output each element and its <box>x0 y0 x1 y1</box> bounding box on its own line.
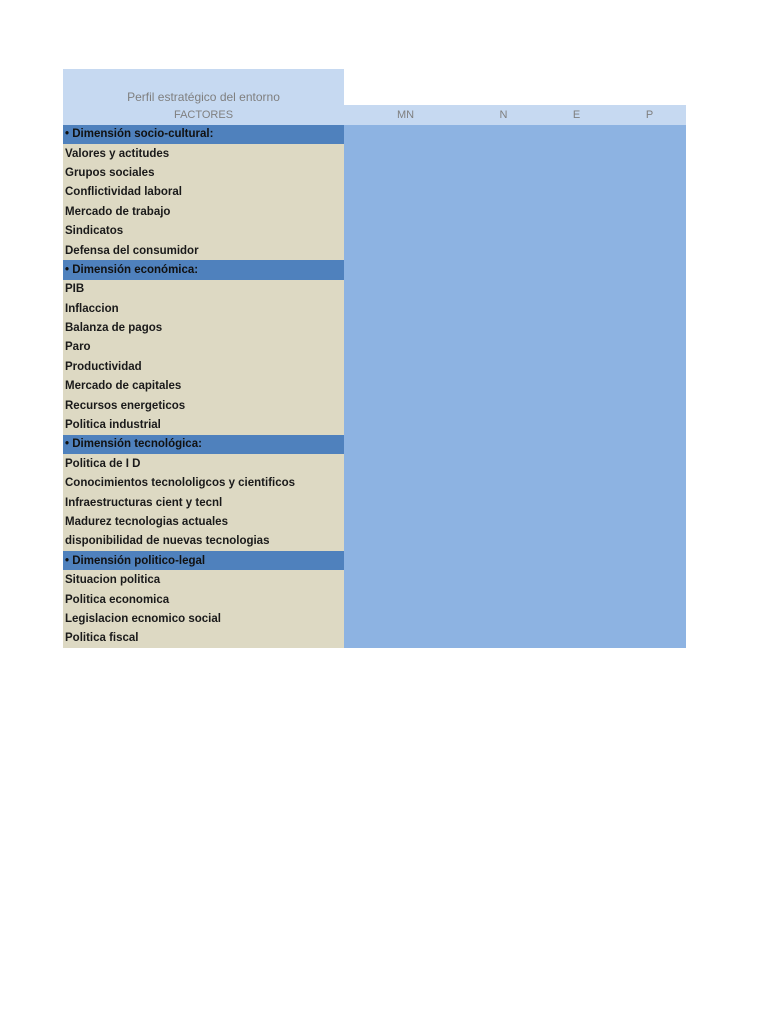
rating-cells[interactable] <box>344 532 686 551</box>
table-row <box>63 377 686 396</box>
section-label[interactable]: • Dimensión económica: <box>63 260 344 279</box>
factor-label[interactable]: Sindicatos <box>63 221 344 240</box>
table-row <box>63 609 686 628</box>
table-row <box>63 299 686 318</box>
factor-label[interactable]: Paro <box>63 338 344 357</box>
rating-cells[interactable] <box>344 493 686 512</box>
rating-cells[interactable] <box>344 183 686 202</box>
rating-cells[interactable] <box>344 570 686 589</box>
table-row <box>63 493 686 512</box>
rating-cells[interactable] <box>344 163 686 182</box>
factor-label[interactable]: disponibilidad de nuevas tecnologias <box>63 532 344 551</box>
factor-label[interactable]: Productividad <box>63 357 344 376</box>
factor-label[interactable]: Balanza de pagos <box>63 318 344 337</box>
rating-cells[interactable] <box>344 454 686 473</box>
rating-cells[interactable] <box>344 551 686 570</box>
rating-cells[interactable] <box>344 280 686 299</box>
section-row <box>63 125 686 144</box>
factor-label[interactable]: Conflictividad laboral <box>63 183 344 202</box>
factor-label[interactable]: Situacion politica <box>63 570 344 589</box>
factor-label[interactable]: Defensa del consumidor <box>63 241 344 260</box>
table-row <box>63 144 686 163</box>
rating-cells[interactable] <box>344 629 686 648</box>
column-header-mn: MN <box>396 108 415 121</box>
factor-label[interactable]: Recursos energeticos <box>63 396 344 415</box>
table-row <box>63 415 686 434</box>
table-row <box>63 163 686 182</box>
rating-cells[interactable] <box>344 474 686 493</box>
table-row <box>63 532 686 551</box>
table-row <box>63 629 686 648</box>
rating-cells[interactable] <box>344 396 686 415</box>
factor-label[interactable]: Grupos sociales <box>63 163 344 182</box>
factor-label[interactable]: Politica economica <box>63 590 344 609</box>
table-row <box>63 512 686 531</box>
table-row <box>63 357 686 376</box>
header-row <box>63 105 686 125</box>
table-row <box>63 396 686 415</box>
factor-label[interactable]: Madurez tecnologias actuales <box>63 512 344 531</box>
rating-cells[interactable] <box>344 415 686 434</box>
table-row <box>63 474 686 493</box>
rating-cells[interactable] <box>344 377 686 396</box>
rating-cells[interactable] <box>344 318 686 337</box>
section-row <box>63 551 686 570</box>
rating-cells[interactable] <box>344 435 686 454</box>
table-row <box>63 318 686 337</box>
factores-header: FACTORES <box>173 108 234 121</box>
rating-cells[interactable] <box>344 609 686 628</box>
factor-label[interactable]: Politica industrial <box>63 415 344 434</box>
factor-label[interactable]: Mercado de trabajo <box>63 202 344 221</box>
rating-cells[interactable] <box>344 512 686 531</box>
table-title: Perfil estratégico del entorno <box>63 69 344 105</box>
rating-cells[interactable] <box>344 221 686 240</box>
rating-cells[interactable] <box>344 202 686 221</box>
section-label[interactable]: • Dimensión tecnológica: <box>63 435 344 454</box>
title-blank-cell <box>344 69 686 105</box>
column-header-n: N <box>499 108 508 121</box>
rating-cells[interactable] <box>344 260 686 279</box>
rating-cells[interactable] <box>344 338 686 357</box>
table-row <box>63 590 686 609</box>
section-label[interactable]: • Dimensión socio-cultural: <box>63 125 344 144</box>
rating-cells[interactable] <box>344 241 686 260</box>
section-row <box>63 435 686 454</box>
table-row <box>63 280 686 299</box>
table-row <box>63 454 686 473</box>
factor-label[interactable]: Inflaccion <box>63 299 344 318</box>
table-row <box>63 241 686 260</box>
table-row <box>63 221 686 240</box>
table-row <box>63 570 686 589</box>
table-row <box>63 338 686 357</box>
factor-label[interactable]: PIB <box>63 280 344 299</box>
factor-label[interactable]: Mercado de capitales <box>63 377 344 396</box>
factor-label[interactable]: Legislacion ecnomico social <box>63 609 344 628</box>
rating-cells[interactable] <box>344 144 686 163</box>
factor-label[interactable]: Conocimientos tecnololigcos y cientificos <box>63 474 344 493</box>
factor-label[interactable]: Infraestructuras cient y tecnl <box>63 493 344 512</box>
column-header-e: E <box>572 108 581 121</box>
column-header-p: P <box>645 108 654 121</box>
table-row <box>63 202 686 221</box>
table-body <box>63 125 686 649</box>
factor-label[interactable]: Valores y actitudes <box>63 144 344 163</box>
rating-cells[interactable] <box>344 299 686 318</box>
strategic-profile-table <box>63 69 686 648</box>
factor-label[interactable]: Politica fiscal <box>63 629 344 648</box>
title-row <box>63 69 686 105</box>
section-label[interactable]: • Dimensión politico-legal <box>63 551 344 570</box>
rating-cells[interactable] <box>344 590 686 609</box>
rating-cells[interactable] <box>344 357 686 376</box>
section-row <box>63 260 686 279</box>
factor-label[interactable]: Politica de I D <box>63 454 344 473</box>
rating-cells[interactable] <box>344 125 686 144</box>
table-row <box>63 183 686 202</box>
